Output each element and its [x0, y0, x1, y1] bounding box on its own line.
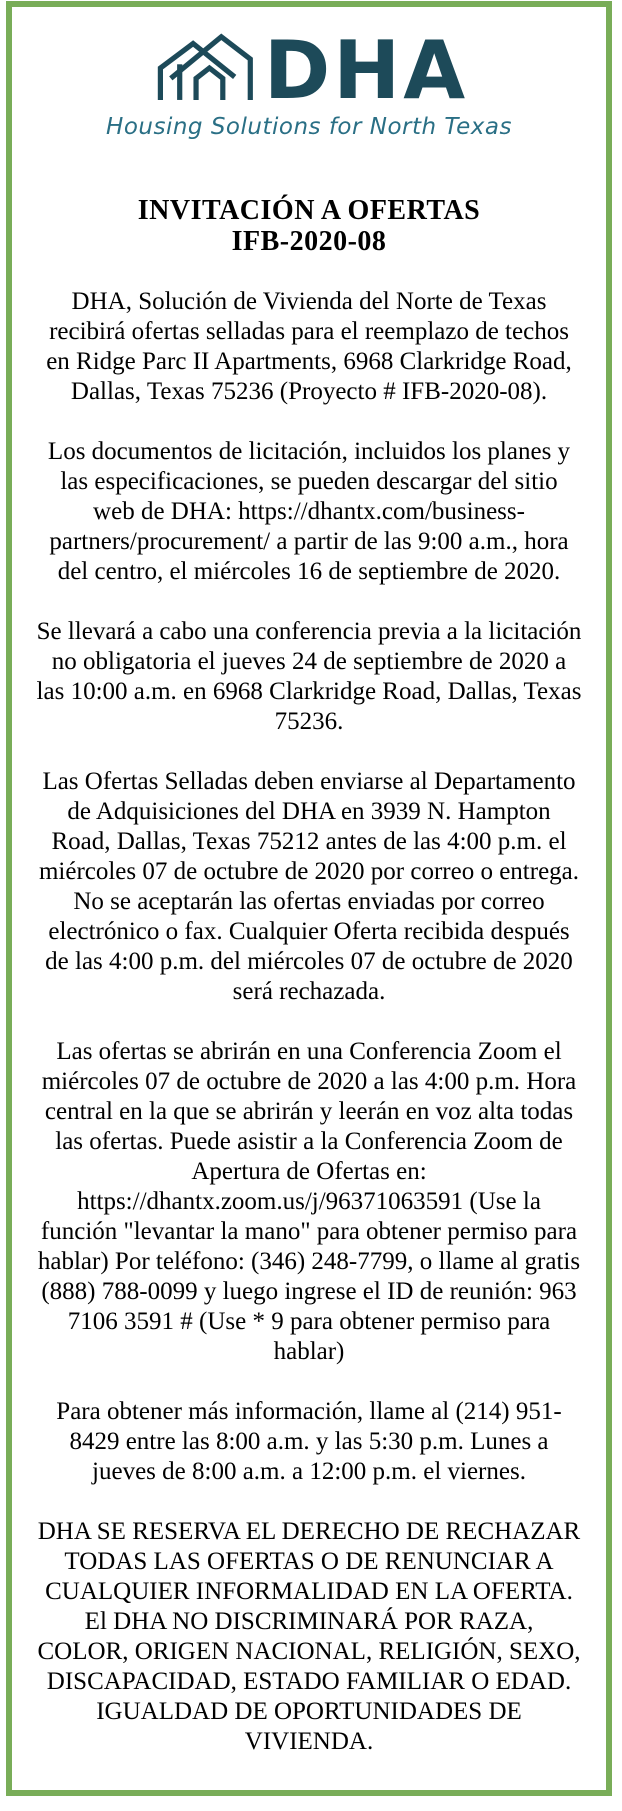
dha-houses-icon	[150, 29, 254, 107]
dha-logo	[12, 24, 606, 141]
paragraph-pre-bid-conference: Se llevará a cabo una conferencia previa a la licitación no obligatoria el jueves 24 de septiembre de 2020 a las 10:00 a.m. en 6968 Clarkridge Road, Dallas, Texas 75236.	[36, 618, 582, 735]
paragraph-more-information: Para obtener más información, llame al (214) 951-8429 entre las 8:00 a.m. y las 5:30 p.m. Lunes a jueves de 8:00 a.m. a 12:00 p.m. el viernes.	[56, 1398, 562, 1485]
document-border	[6, 1, 612, 1796]
paragraph-zoom-bid-opening: Las ofertas se abrirán en una Conferencia Zoom el miércoles 07 de octubre de 2020 a las 4:00 p.m. Hora central en la que se abrirán y leerán en voz alta todas las ofertas. Puede asistir a la Conferencia Zoom de Apertura de Ofertas en: https://dhantx.zoom.us/j/96371063591 (Use la función "levantar la mano" para obtener permiso para hablar) Por teléfono: (346) 248-7799, o llame al gratis (888) 788-0099 y luego ingrese el ID de reunión: 963 7106 3591 # (Use * 9 para obtener permiso para hablar)	[37, 1038, 581, 1365]
notice-body	[12, 287, 606, 1757]
notice-title-line1: INVITACIÓN A OFERTAS	[137, 195, 481, 226]
notice-title-line2: IFB-2020-08	[231, 226, 387, 257]
logo-tagline: Housing Solutions for North Texas	[106, 114, 512, 140]
paragraph-sealed-bids-submission: Las Ofertas Selladas deben enviarse al Departamento de Adquisiciones del DHA en 3939 N. Hampton Road, Dallas, Texas 75212 antes de las 4:00 p.m. el miércoles 07 de octubre de 2020 por correo o entrega. No se aceptarán las ofertas enviadas por correo electrónico o fax. Cualquier Oferta recibida después de las 4:00 p.m. del miércoles 07 de octubre de 2020 será rechazada.	[38, 768, 580, 1005]
notice-title	[12, 195, 606, 257]
paragraph-project-description: DHA, Solución de Vivienda del Norte de Texas recibirá ofertas selladas para el reemplazo de techos en Ridge Parc II Apartments, 6968 Clarkridge Road, Dallas, Texas 75236 (Proyecto # IFB-2020-08).	[46, 288, 572, 405]
document-content	[12, 7, 606, 1757]
paragraph-rights-disclaimer: DHA SE RESERVA EL DERECHO DE RECHAZAR TODAS LAS OFERTAS O DE RENUNCIAR A CUALQUIER INFORMALIDAD EN LA OFERTA. El DHA NO DISCRIMINARÁ POR RAZA, COLOR, ORIGEN NACIONAL, RELIGIÓN, SEXO, DISCAPACIDAD, ESTADO FAMILIAR O EDAD. IGUALDAD DE OPORTUNIDADES DE VIVIENDA.	[37, 1518, 581, 1755]
paragraph-bid-documents: Los documentos de licitación, incluidos los planes y las especificaciones, se pueden descargar del sitio web de DHA: https://dhantx.com/business-partners/procurement/ a partir de las 9:00 a.m., hora del centro, el miércoles 16 de septiembre de 2020.	[47, 438, 571, 585]
dha-wordmark: DHA	[263, 24, 469, 117]
